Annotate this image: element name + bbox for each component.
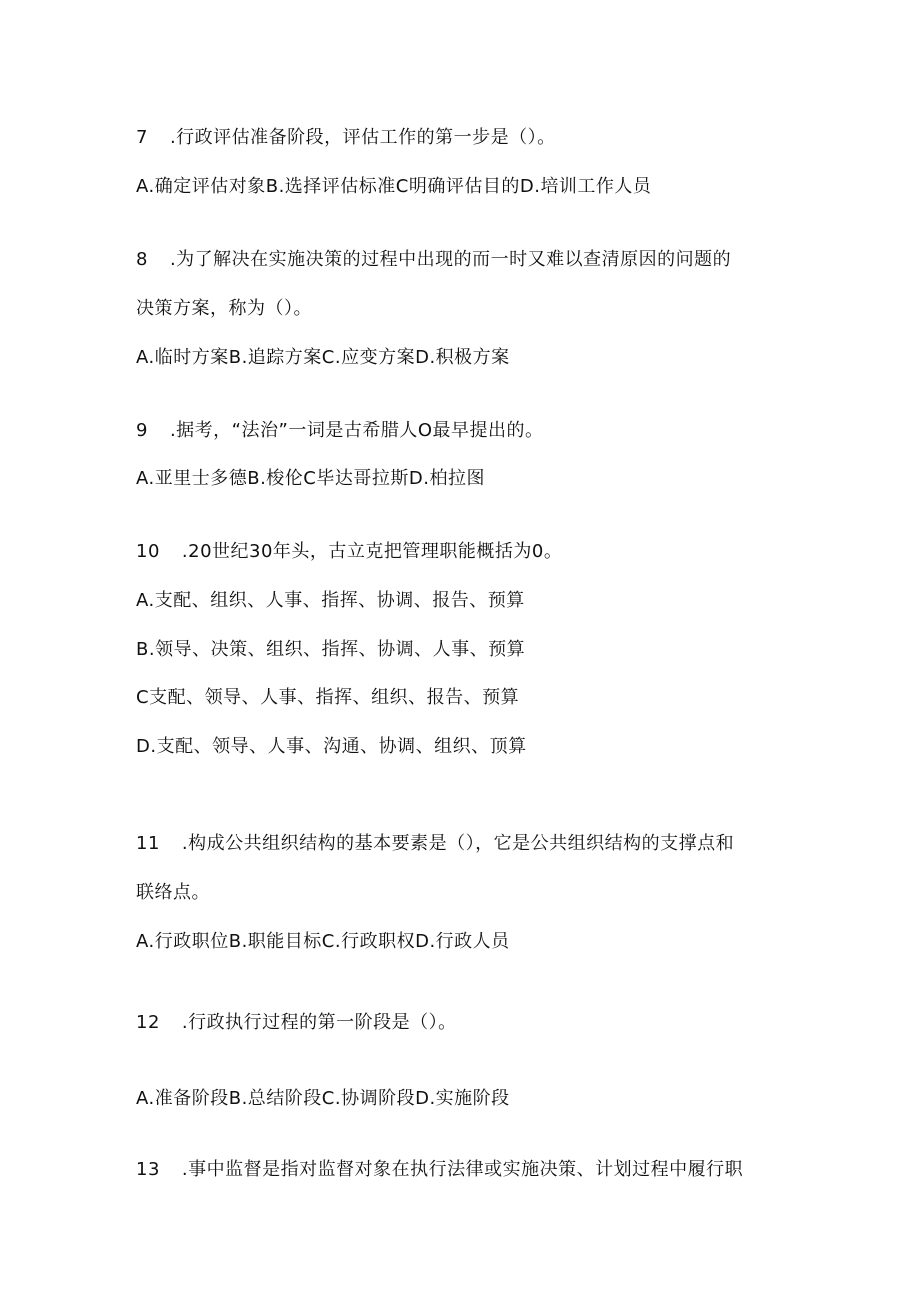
question-number: 8	[136, 249, 148, 270]
question-number: 10	[136, 541, 160, 562]
question-10-option-line-4: D.支配、领导、人事、沟通、协调、组织、顶算	[136, 736, 527, 757]
question-11-stem-line-2: 联络点。	[136, 882, 210, 903]
question-11-stem-line-1	[136, 832, 734, 856]
question-8-stem-line-2: 决策方案，称为（）。	[136, 298, 312, 319]
question-9-stem-line-1	[136, 419, 544, 443]
question-10-stem-line-1	[136, 540, 562, 564]
question-12-stem-line-1	[136, 1011, 457, 1035]
question-13-stem-line-1	[136, 1158, 743, 1182]
question-number: 9	[136, 420, 148, 441]
question-stem-text: .行政执行过程的第一阶段是（）。	[181, 1012, 457, 1033]
question-stem-text: .为了解决在实施决策的过程中出现的而一时又难以查清原因的问题的	[169, 249, 732, 270]
question-7-option-line-1: A.确定评估对象B.选择评估标准C明确评估目的D.培训工作人员	[136, 176, 652, 197]
question-11-option-line-1: A.行政职位B.职能目标C.行政职权D.行政人员	[136, 931, 510, 952]
question-stem-text: .事中监督是指对监督对象在执行法律或实施决策、计划过程中履行职	[181, 1159, 744, 1180]
question-stem-text: .20世纪30年头，古立克把管理职能概括为0。	[181, 541, 563, 562]
question-stem-text: .构成公共组织结构的基本要素是（），它是公共组织结构的支撑点和	[181, 833, 735, 854]
question-8-option-line-1: A.临时方案B.追踪方案C.应变方案D.积极方案	[136, 347, 510, 368]
question-number: 12	[136, 1012, 160, 1033]
question-8-stem-line-1	[136, 248, 731, 272]
question-12-option-line-1: A.准备阶段B.总结阶段C.协调阶段D.实施阶段	[136, 1088, 510, 1109]
question-10-option-line-3: C支配、领导、人事、指挥、组织、报告、预算	[136, 687, 520, 708]
question-number: 11	[136, 833, 160, 854]
question-10-option-line-1: A.支配、组织、人事、指挥、协调、报告、预算	[136, 590, 525, 611]
question-number: 7	[136, 127, 148, 148]
question-stem-text: .据考，“法治”一词是古希腊人O最早提出的。	[169, 420, 544, 441]
question-stem-text: .行政评估准备阶段，评估工作的第一步是（）。	[169, 127, 556, 148]
question-10-option-line-2: B.领导、决策、组织、指挥、协调、人事、预算	[136, 639, 526, 660]
question-9-option-line-1: A.亚里士多德B.梭伦C毕达哥拉斯D.柏拉图	[136, 468, 485, 489]
question-number: 13	[136, 1159, 160, 1180]
question-7-stem-line-1	[136, 126, 556, 150]
